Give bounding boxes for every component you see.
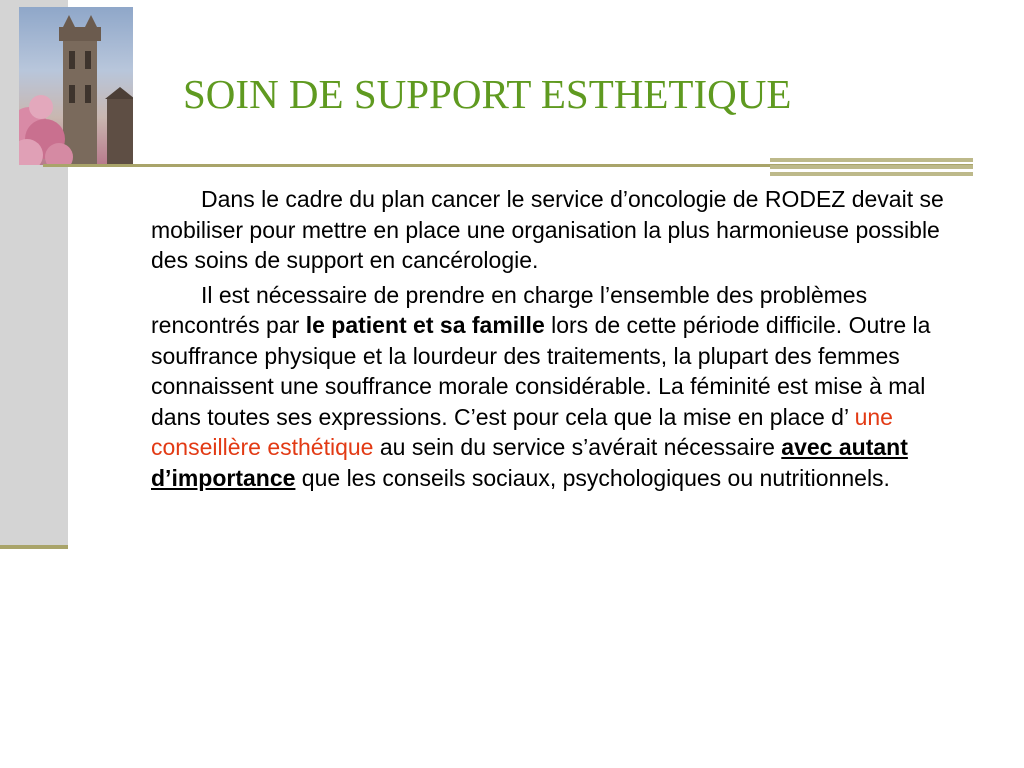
slide-body	[151, 184, 971, 497]
paragraph-2-text: que les conseils sociaux, psychologiques ou nutritionnels.	[295, 464, 890, 491]
emphasis-patient-family: le patient et sa famille	[305, 312, 545, 338]
emphasis-importance: avec autant d’importance	[151, 434, 908, 491]
slide-title: SOIN DE SUPPORT ESTHETIQUE	[183, 71, 792, 117]
decorative-bar	[770, 172, 973, 176]
highlight-beauty-advisor: une conseillère esthétique	[151, 403, 893, 460]
paragraph-1: Dans le cadre du plan cancer le service d’oncologie de RODEZ devait se mobiliser pour mettre en place une organisation la plus harmonieuse possible des soins de support en cancérologie.	[151, 186, 944, 273]
paragraph-2-text: lors de cette période difficile. Outre la souffrance physique et la lourdeur des traitements, la plupart des femmes connaissent une souffrance morale considérable. La féminité est mise à mal dans toutes ses expressions. C’est pour cela que la mise en place d’	[151, 312, 931, 430]
decorative-bar	[770, 165, 973, 169]
left-bar-accent-line	[0, 545, 68, 549]
decorative-bars	[770, 158, 973, 179]
paragraph-2-text: au sein du service s’avérait nécessaire	[373, 434, 782, 460]
decorative-bar	[770, 158, 973, 162]
paragraph-2	[151, 280, 971, 494]
paragraph-2-text: Il est nécessaire de prendre en charge l’ensemble des problèmes rencontrés par	[151, 281, 868, 338]
cathedral-photo	[19, 7, 133, 165]
cathedral-photo-icon	[19, 7, 133, 165]
